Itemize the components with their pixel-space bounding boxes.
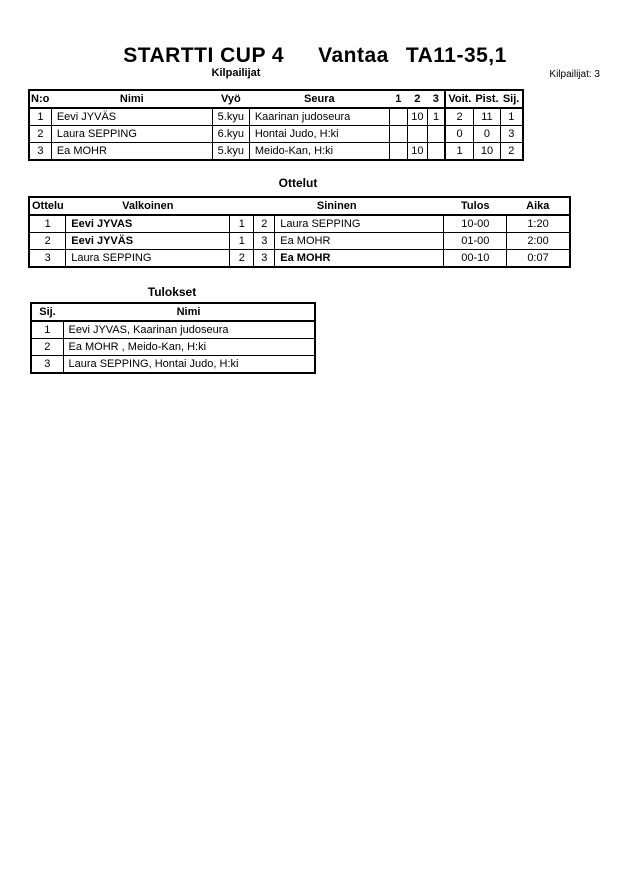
cell-club: Kaarinan judoseura: [249, 108, 389, 126]
column-header-no: N:o: [29, 90, 51, 108]
cell-points: 10: [473, 143, 500, 161]
tournament-name: STARTTI CUP 4: [123, 44, 285, 67]
cell-round1: [389, 126, 407, 143]
results-table: [30, 302, 316, 374]
cell-match-number: 2: [29, 233, 66, 250]
cell-belt: 5.kyu: [212, 143, 249, 161]
competitor-count-label: Kilpailijat: 3: [549, 69, 600, 80]
cell-name: Eevi JYVÄS: [51, 108, 212, 126]
competitors-table: [28, 89, 524, 161]
cell-rank: 1: [31, 321, 63, 339]
cell-round3: [427, 143, 445, 161]
cell-round1: [389, 143, 407, 161]
cell-name: Ea MOHR: [51, 143, 212, 161]
cell-rank: 3: [31, 356, 63, 374]
cell-blue-number: 2: [254, 215, 275, 233]
cell-points: 0: [473, 126, 500, 143]
competitor-row: [29, 143, 523, 161]
matches-table: [28, 196, 571, 268]
cell-wins: 1: [445, 143, 473, 161]
cell-round3: 1: [427, 108, 445, 126]
cell-blue-name: Ea MOHR: [275, 250, 444, 268]
cell-rank: 3: [501, 126, 523, 143]
cell-match-number: 1: [29, 215, 66, 233]
cell-round2: 10: [407, 108, 427, 126]
cell-wins: 0: [445, 126, 473, 143]
column-header-round3: 3: [427, 90, 445, 108]
column-header-rank: Sij.: [31, 303, 63, 321]
cell-round2: 10: [407, 143, 427, 161]
cell-points: 11: [473, 108, 500, 126]
matches-section-title: Ottelut: [278, 176, 318, 190]
match-row: [29, 233, 570, 250]
cell-blue-name: Ea MOHR: [275, 233, 444, 250]
cell-name: Laura SEPPING: [51, 126, 212, 143]
cell-time: 2:00: [507, 233, 570, 250]
cell-match-number: 3: [29, 250, 66, 268]
cell-white-name: Eevi JYVÄS: [66, 233, 230, 250]
cell-white-number: 1: [230, 233, 254, 250]
cell-name-club: Eevi JYVAS, Kaarinan judoseura: [63, 321, 315, 339]
cell-white-name: Eevi JYVAS: [66, 215, 230, 233]
cell-rank: 1: [501, 108, 523, 126]
cell-belt: 6.kyu: [212, 126, 249, 143]
cell-score: 00-10: [444, 250, 507, 268]
column-header-name: Nimi: [51, 90, 212, 108]
competitors-header-row: [29, 90, 523, 108]
page-title: [0, 44, 630, 68]
cell-wins: 2: [445, 108, 473, 126]
column-header-rank: Sij.: [501, 90, 523, 108]
results-header-row: [31, 303, 315, 321]
column-header-white: Valkoinen: [66, 197, 230, 215]
cell-round3: [427, 126, 445, 143]
result-row: [31, 356, 315, 374]
cell-score: 01-00: [444, 233, 507, 250]
cell-club: Meido-Kan, H:ki: [249, 143, 389, 161]
cell-name-club: Laura SEPPING, Hontai Judo, H:ki: [63, 356, 315, 374]
tournament-city: Vantaa: [318, 44, 389, 67]
cell-rank: 2: [31, 339, 63, 356]
cell-white-number: 1: [230, 215, 254, 233]
cell-time: 0:07: [507, 250, 570, 268]
column-header-score: Tulos: [444, 197, 507, 215]
competitor-row: [29, 126, 523, 143]
cell-round2: [407, 126, 427, 143]
cell-white-number: 2: [230, 250, 254, 268]
cell-score: 10-00: [444, 215, 507, 233]
column-header-match: Ottelu: [29, 197, 66, 215]
column-header-blue: Sininen: [230, 197, 444, 215]
category-code: TA11-35,1: [405, 44, 507, 67]
column-header-round1: 1: [389, 90, 407, 108]
cell-no: 2: [29, 126, 51, 143]
match-row: [29, 215, 570, 233]
column-header-time: Aika: [507, 197, 570, 215]
column-header-points: Pist.: [473, 90, 500, 108]
cell-club: Hontai Judo, H:ki: [249, 126, 389, 143]
results-section-title: Tulokset: [147, 285, 197, 299]
result-row: [31, 339, 315, 356]
cell-blue-name: Laura SEPPING: [275, 215, 444, 233]
cell-rank: 2: [501, 143, 523, 161]
column-header-name: Nimi: [63, 303, 315, 321]
column-header-round2: 2: [407, 90, 427, 108]
column-header-club: Seura: [249, 90, 389, 108]
cell-no: 1: [29, 108, 51, 126]
matches-header-row: [29, 197, 570, 215]
cell-no: 3: [29, 143, 51, 161]
match-row: [29, 250, 570, 268]
cell-belt: 5.kyu: [212, 108, 249, 126]
column-header-belt: Vyö: [212, 90, 249, 108]
cell-white-name: Laura SEPPING: [66, 250, 230, 268]
cell-round1: [389, 108, 407, 126]
result-row: [31, 321, 315, 339]
competitors-section-title: Kilpailijat: [211, 67, 261, 79]
cell-blue-number: 3: [254, 233, 275, 250]
cell-blue-number: 3: [254, 250, 275, 268]
column-header-wins: Voit.: [445, 90, 473, 108]
cell-time: 1:20: [507, 215, 570, 233]
cell-name-club: Ea MOHR , Meido-Kan, H:ki: [63, 339, 315, 356]
competitor-row: [29, 108, 523, 126]
